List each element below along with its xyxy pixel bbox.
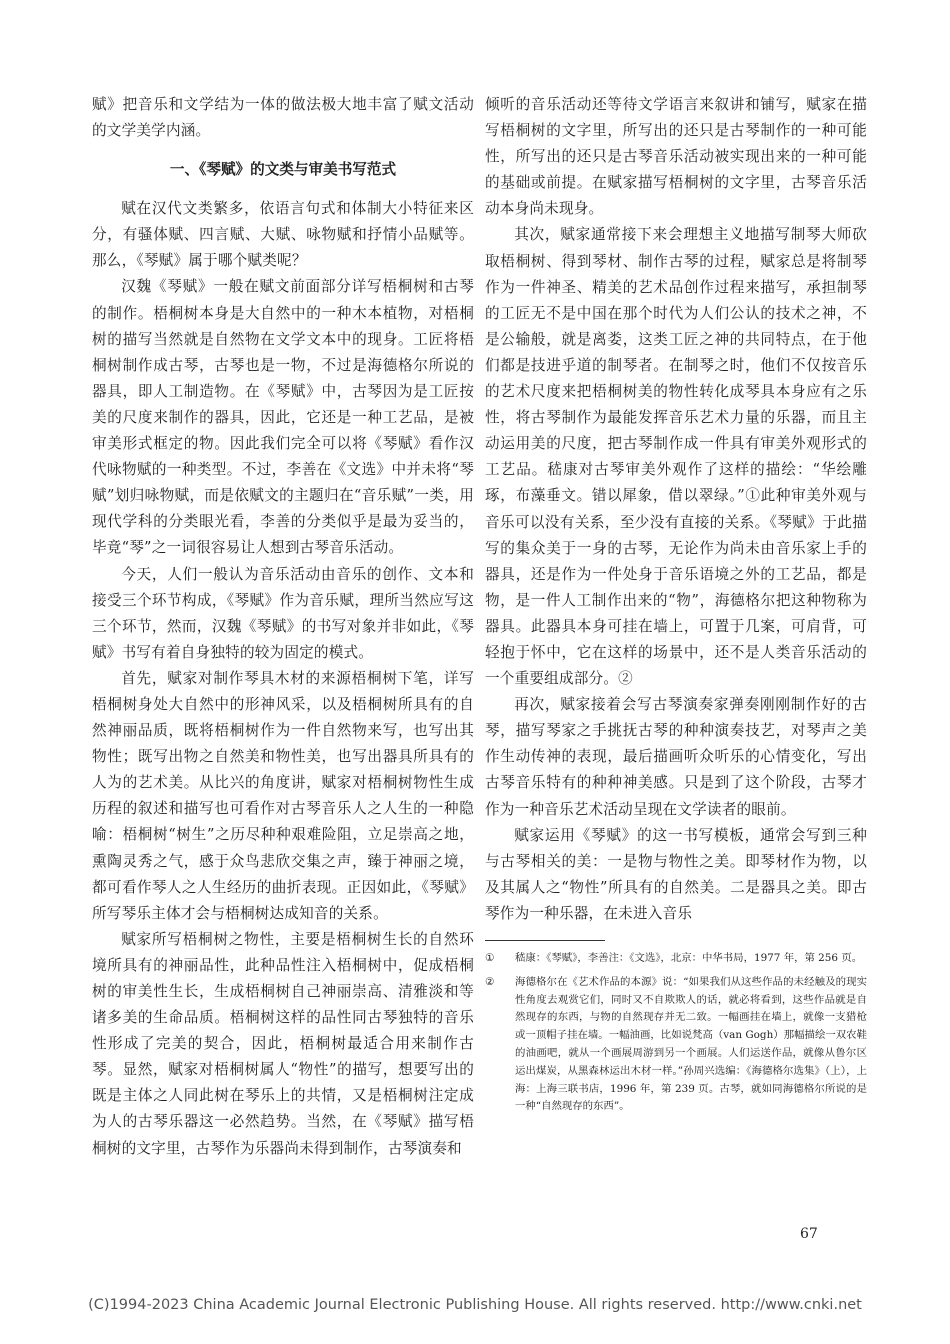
paragraph: 赋家运用《琴赋》的这一书写模板，通常会写到三种与古琴相关的美：一是物与物性之美。即琴材作为物，以及其属人之“物性”所具有的自然美。二是器具之美。即古琴作为一种乐器，在未进入音乐 <box>485 826 867 922</box>
footnote <box>485 974 867 1116</box>
paragraph: 今天，人们一般认为音乐活动由音乐的创作、文本和接受三个环节构成，《琴赋》作为音乐赋，理所当然应写这三个环节，然而，汉魏《琴赋》的书写对象并非如此，《琴赋》书写有着自身独特的较为固定的模式。 <box>92 565 474 661</box>
section-heading: 一、《琴赋》的文类与审美书写范式 <box>169 161 397 179</box>
paragraph: 倾听的音乐活动还等待文学语言来叙讲和铺写，赋家在描写梧桐树的文字里，所写出的还只是古琴制作的一种可能性，所写出的还只是古琴音乐活动被实现出来的一种可能的基础或前提。在赋家描写梧桐树的文字里，古琴音乐活动本身尚未现身。 <box>485 96 867 218</box>
footnote <box>485 950 867 968</box>
page-number: 67 <box>800 1226 818 1242</box>
paragraph: 再次，赋家接着会写古琴演奏家弹奏刚刚制作好的古琴，描写琴家之手挑抚古琴的种种演奏技艺，对琴声之美作生动传神的表现，最后描画听众听乐的心情变化，写出古琴音乐特有的种种神美感。只是到了这个阶段，古琴才作为一种音乐艺术活动呈现在文学读者的眼前。 <box>485 696 867 818</box>
paragraph: 赋家所写梧桐树之物性，主要是梧桐树生长的自然环境所具有的神丽品性，此种品性注入梧桐树中，促成梧桐树的审美性生长，生成梧桐树自己神丽崇高、清雅淡和等诸多美的生命品质。梧桐树这样的品性同古琴独特的音乐性形成了完美的契合，因此，梧桐树最适合用来制作古琴。显然，赋家对梧桐树属人“物性”的描写，想要写出的既是主体之人同此树在琴乐上的共情，又是梧桐树注定成为人的古琴乐器这一必然趋势。当然，在《琴赋》描写梧桐树的文字里，古琴作为乐器尚未得到制作，古琴演奏和 <box>92 930 474 1157</box>
paragraph: 赋在汉代文类繁多，依语言句式和体制大小特征来区分，有骚体赋、四言赋、大赋、咏物赋和抒情小品赋等。那么，《琴赋》属于哪个赋类呢？ <box>92 200 474 270</box>
paragraph: 其次，赋家通常接下来会理想主义地描写制琴大师砍取梧桐树、得到琴材、制作古琴的过程，赋家总是将制琴作为一件神圣、精美的艺术品创作过程来描写，承担制琴的工匠无不是中国在那个时代为人们公认的技术之神，不是公输般，就是离娄，这类工匠之神的共同特点，在于他们都是技进乎道的制琴者。在制琴之时，他们不仅按音乐的艺术尺度来把梧桐树美的物性转化成琴具本身应有之乐性，将古琴制作为最能发挥音乐艺术力量的乐器，而且主动运用美的尺度，把古琴制作成一件具有审美外观形式的工艺品。嵇康对古琴审美外观作了这样的描绘：“华绘雕琢，布藻垂文。错以犀象，借以翠绿。”①此种审美外观与音乐可以没有关系，至少没有直接的关系。《琴赋》于此描写的集众美于一身的古琴，无论作为尚未由音乐家上手的器具，还是作为一件处身于音乐语境之外的工艺品，都是物，是一件人工制作出来的“物”，海德格尔把这种物称为器具。此器具本身可挂在墙上，可置于几案，可肩背，可轻抱于怀中，它在这样的场景中，还不是人类音乐活动的一个重要组成部分。② <box>485 226 867 688</box>
footnote-divider <box>485 940 605 941</box>
footnote-text: 海德格尔在《艺术作品的本源》说：“如果我们从这些作品的未经触及的现实性角度去观赏它们，同时又不自欺欺人的话，就必将看到，这些作品就是自然现存的东西，与物的自然现存并无二致。一幅画挂在墙上，就像一支猎枪或一顶帽子挂在墙。一幅油画，比如说梵高（van Gogh）那幅描绘一双农鞋的油画吧，就从一个画展周游到另一个画展。人们运送作品，就像从鲁尔区运出煤炭，从黑森林运出木材一样。”孙周兴选编：《海德格尔选集》（上），上海：上海三联书店，1996 年，第 239 页。古琴，就如同海德格尔所说的是一种“自然现存的东西”。 <box>515 975 867 1113</box>
right-column <box>485 92 867 1122</box>
footnote-mark: ② <box>485 975 495 988</box>
copyright-footer: (C)1994-2023 China Academic Journal Electronic Publishing House. All rights reserved. http://www.cnki.net <box>88 1297 862 1313</box>
paragraph: 赋》把音乐和文学结为一体的做法极大地丰富了赋文活动的文学美学内涵。 <box>92 96 474 140</box>
footnote-mark: ① <box>485 952 495 964</box>
footnote-text: 嵇康：《琴赋》，李善注：《文选》，北京：中华书局，1977 年，第 256 页。 <box>515 952 863 964</box>
paragraph: 汉魏《琴赋》一般在赋文前面部分详写梧桐树和古琴的制作。梧桐树本身是大自然中的一种木本植物，对梧桐树的描写当然就是自然物在文学文本中的现身。工匠将梧桐树制作成古琴，古琴也是一物，不过是海德格尔所说的器具，即人工制造物。在《琴赋》中，古琴因为是工匠按美的尺度来制作的器具，因此，它还是一种工艺品，是被审美形式框定的物。因此我们完全可以将《琴赋》看作汉代咏物赋的一种类型。不过，李善在《文选》中并未将“琴赋”划归咏物赋，而是依赋文的主题归在“音乐赋”一类，用现代学科的分类眼光看，李善的分类似乎是最为妥当的，毕竟“琴”之一词很容易让人想到古琴音乐活动。 <box>92 278 474 557</box>
paragraph: 首先，赋家对制作琴具木材的来源梧桐树下笔，详写梧桐树身处大自然中的形神风采，以及梧桐树所具有的自然神丽品质，既将梧桐树作为一件自然物来写，也写出其物性；既写出物之自然美和物性美，也写出器具所具有的人为的艺术美。从比兴的角度讲，赋家对梧桐树物性生成历程的叙述和描写也可看作对古琴音乐人之人生的一种隐喻：梧桐树“树生”之历尽种种艰难险阻，立足崇高之地，熏陶灵秀之气，感于众鸟悲欣交集之声，臻于神丽之境，都可看作琴人之人生经历的曲折表现。正因如此，《琴赋》所写琴乐主体才会与梧桐树达成知音的关系。 <box>92 669 474 922</box>
left-column <box>92 92 474 1162</box>
